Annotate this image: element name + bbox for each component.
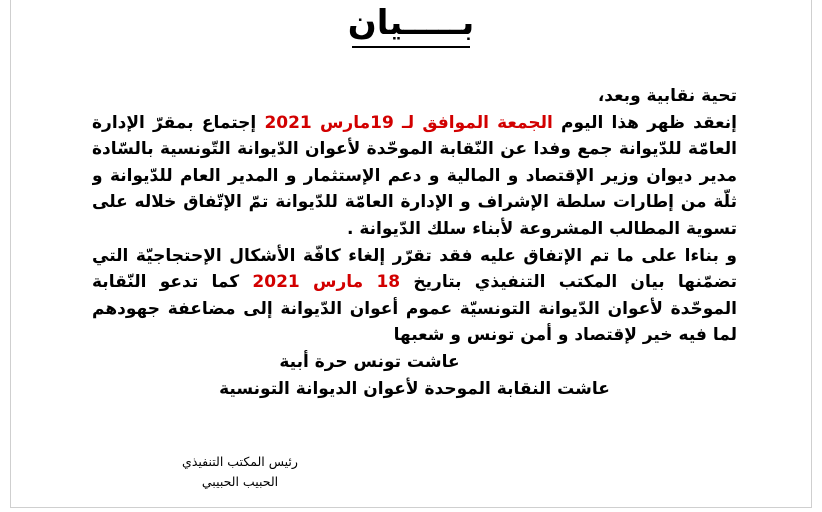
- closing-line1: عاشت تونس حرة أبية: [279, 351, 460, 372]
- greeting-line: تحية نقابية وبعد،: [597, 86, 737, 106]
- statement-body: [92, 83, 737, 402]
- signature-role: رئيس المكتب التنفيذي: [182, 454, 298, 469]
- closing-line2: عاشت النقابة الموحدة لأعوان الديوانة التونسية: [219, 378, 610, 399]
- paragraph1-line2: العامّة للدّيوانة جمع وفدا عن النّقابة الموحّدة لأعوان الدّيوانة التّونسية بالسّادة: [92, 139, 737, 160]
- signature-block: [150, 452, 330, 492]
- signature-name: الحبيب الحبيبي: [201, 474, 279, 489]
- paragraph1-line1-end: إجتماع بمقرّ الإدارة: [92, 112, 265, 133]
- paragraph1-line4: ثلّة من إطارات سلطة الإشراف و الإدارة العامّة للدّيوانة تمّ الإتّفاق خلاله على: [92, 192, 737, 213]
- paragraph2-line2-start: تضمّنها بيان المكتب التنفيذي بتاريخ: [400, 272, 737, 293]
- paragraph2-line2-end: كما تدعو النّقابة: [92, 272, 253, 293]
- title-underline: [352, 46, 470, 48]
- meeting-date-highlight: الجمعة الموافق لـ 19مارس 2021: [264, 112, 553, 133]
- paragraph2-line4: لما فيه خير لإقتصاد و أمن تونس و شعبها: [393, 325, 737, 346]
- paragraph1-line5: تسوية المطالب المشروعة لأبناء سلك الدّيوانة .: [346, 218, 737, 239]
- paragraph2-line1: و بناءا على ما تم الإتفاق عليه فقد تقرّر إلغاء كافّة الأشكال الإحتجاجيّة التي: [92, 245, 737, 266]
- paragraph1-line1: [92, 110, 737, 137]
- paragraph2-line3: الموحّدة لأعوان الدّيوانة التونسيّة عموم أعوان الدّيوانة إلى مضاعفة جهودهم: [92, 298, 737, 319]
- paragraph1-line3: مدير ديوان وزير الإقتصاد و المالية و دعم الإستثمار و المدير العام للدّيوانة و: [92, 165, 737, 186]
- paragraph1-line1-start: إنعقد ظهر هذا اليوم: [552, 112, 737, 133]
- paragraph2-line2: [92, 269, 737, 296]
- statement-date-highlight: 18 مارس 2021: [252, 272, 401, 293]
- document-title: بـــــيان: [347, 3, 475, 43]
